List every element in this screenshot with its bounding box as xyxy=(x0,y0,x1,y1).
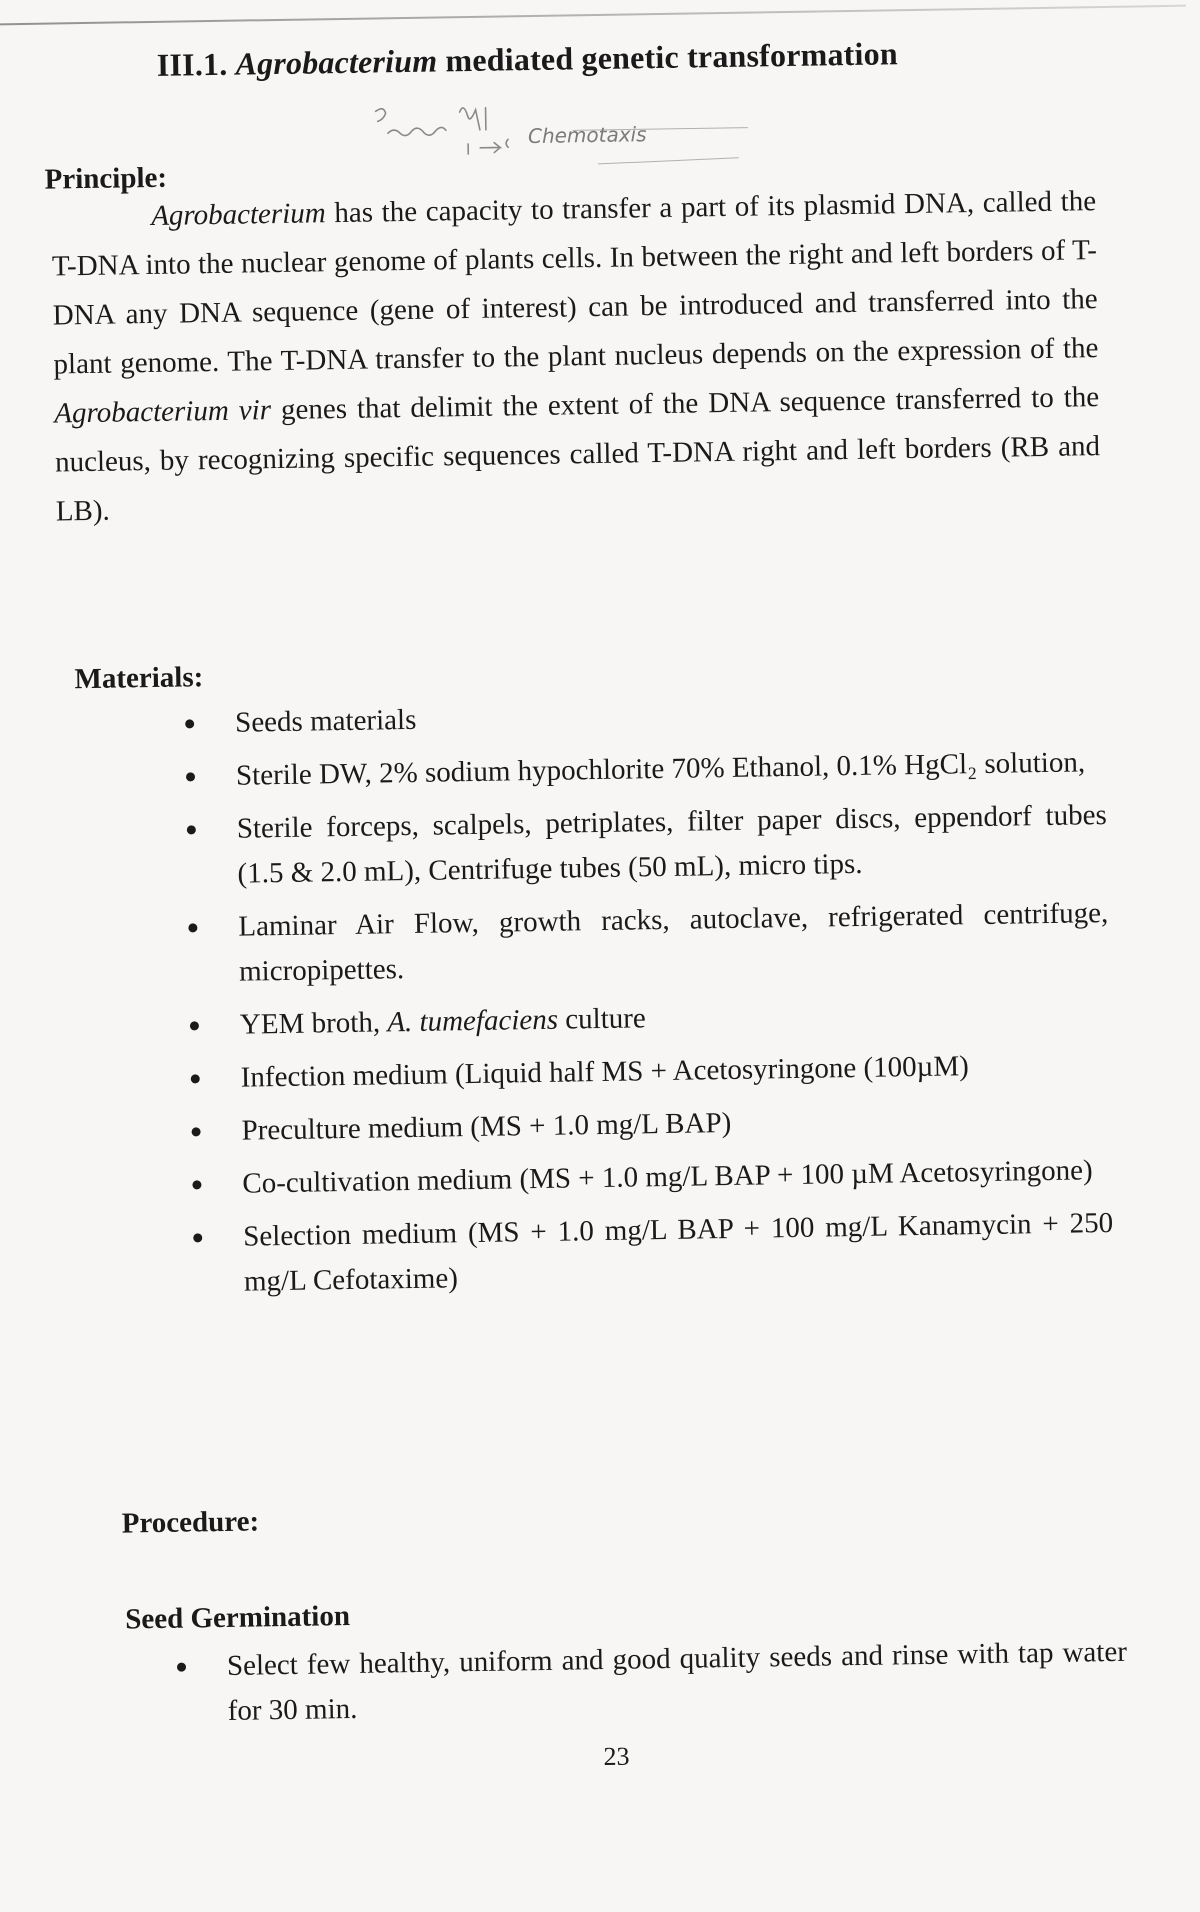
seed-germination-subheading: Seed Germination xyxy=(124,1600,351,1636)
title-italic: Agrobacterium xyxy=(235,42,438,82)
principle-paragraph xyxy=(51,177,1101,536)
title-number: III.1. xyxy=(156,45,228,83)
page-number: 23 xyxy=(603,1741,630,1772)
materials-item: Laminar Air Flow, growth racks, autoclave, refrigerated centrifuge, micropipettes. xyxy=(238,891,1109,995)
procedure-heading: Procedure: xyxy=(121,1505,260,1540)
principle-text-2: genes that delimit the extent of the DNA sequence transferred to the nucleus, by recognizing specific sequences called T-DNA right and left borders (RB and LB). xyxy=(54,381,1101,528)
materials-item-post: culture xyxy=(557,1002,647,1036)
materials-list xyxy=(235,687,1115,1313)
top-edge-line xyxy=(0,5,1186,26)
materials-item xyxy=(240,989,1111,1048)
materials-item: Infection medium (Liquid half MS + Acetosyringone (100µM) xyxy=(240,1042,1111,1101)
materials-item-italic: A. tumefaciens xyxy=(387,1003,559,1039)
principle-heading: Principle: xyxy=(44,161,168,196)
materials-item: Sterile DW, 2% sodium hypochlorite 70% Ethanol, 0.1% HgCl₂ solution, xyxy=(236,740,1107,799)
materials-item: Sterile forceps, scalpels, petriplates, filter paper discs, eppendorf tubes (1.5 & 2.0 mL), Centrifuge tubes (50 mL), micro tips. xyxy=(236,793,1107,897)
materials-item-pre: YEM broth, xyxy=(239,1006,388,1041)
principle-italic-2: Agrobacterium vir xyxy=(54,394,272,430)
procedure-list xyxy=(227,1630,1128,1742)
procedure-item: Select few healthy, uniform and good quality seeds and rinse with tap water for 30 min. xyxy=(227,1630,1128,1734)
handwritten-annotation xyxy=(367,98,748,174)
handwritten-note-text: Chemotaxis xyxy=(527,122,647,149)
materials-heading: Materials: xyxy=(74,661,204,696)
principle-italic-1: Agrobacterium xyxy=(150,197,326,232)
materials-item: Selection medium (MS + 1.0 mg/L BAP + 100 mg/L Kanamycin + 250 mg/L Cefotaxime) xyxy=(243,1201,1114,1305)
materials-item: Seeds materials xyxy=(235,687,1106,746)
title-rest: mediated genetic transformation xyxy=(445,35,899,79)
page-title xyxy=(157,35,899,84)
materials-item: Co-cultivation medium (MS + 1.0 mg/L BAP + 100 µM Acetosyringone) xyxy=(242,1148,1113,1207)
materials-item: Preculture medium (MS + 1.0 mg/L BAP) xyxy=(241,1095,1112,1154)
principle-text-1: has the capacity to transfer a part of its plasmid DNA, called the T-DNA into the nuclear genome of plants cells. In between the right and left borders of T-DNA any DNA sequence (gene of interest) can be introduced and transferred into the plant genome. The T-DNA transfer to the plant nucleus depends on the expression of the xyxy=(51,185,1099,381)
